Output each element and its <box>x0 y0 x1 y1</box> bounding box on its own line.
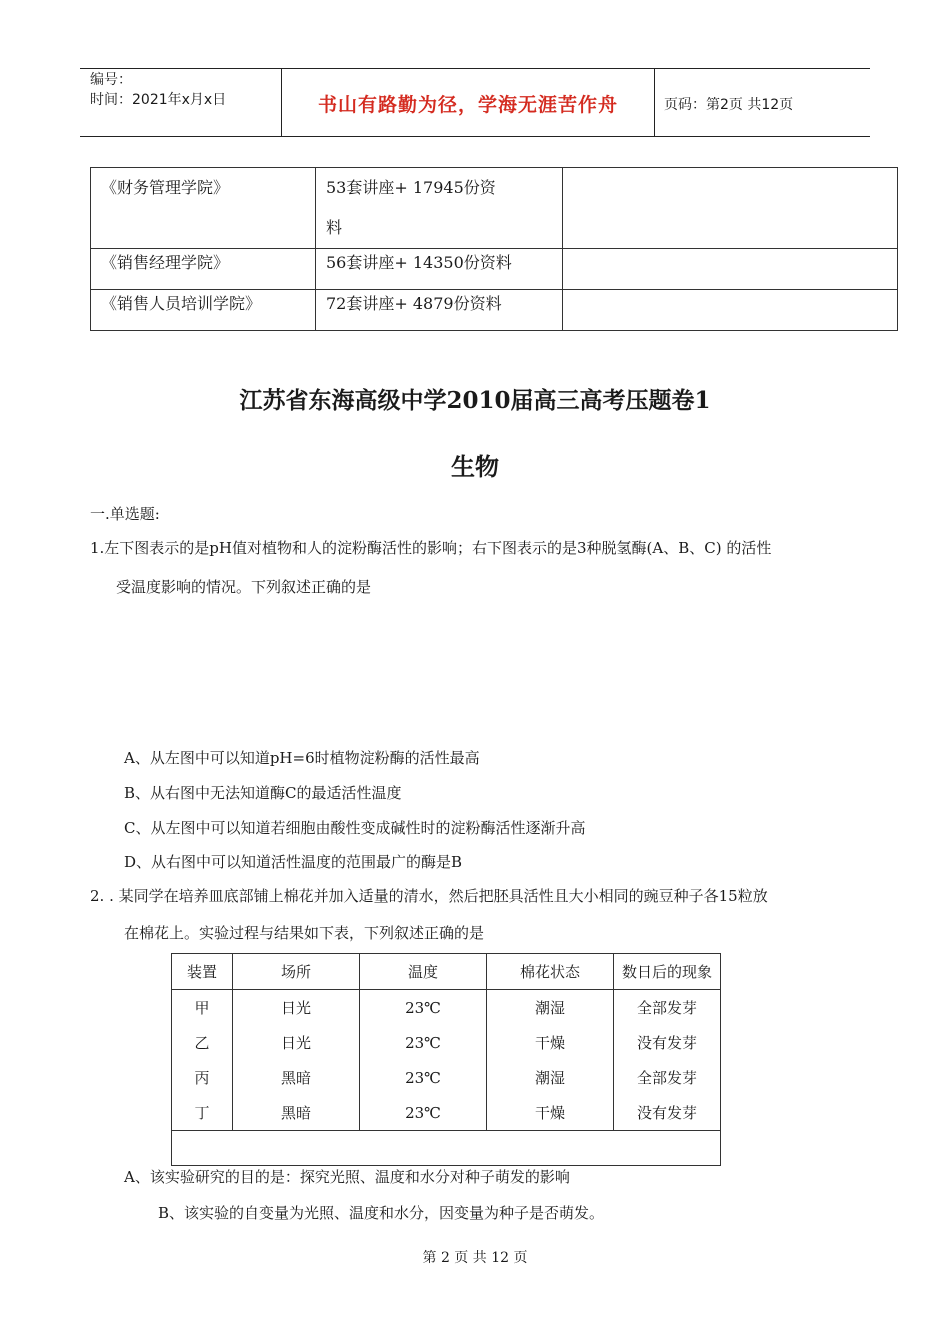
table-cell: 黑暗 <box>233 1095 360 1131</box>
experiment-table <box>171 953 721 1166</box>
table-cell: 日光 <box>233 990 360 1026</box>
q1-option-d: D、从右图中可以知道活性温度的范围最广的酶是B <box>124 853 463 871</box>
table-header: 装置 <box>172 954 233 990</box>
catalog-name: 《财务管理学院》 <box>91 168 316 249</box>
table-cell: 全部发芽 <box>614 990 721 1026</box>
header-bottom-rule <box>80 136 870 137</box>
number-label: 编号： <box>90 72 132 88</box>
table-row <box>91 249 898 290</box>
table-cell: 23℃ <box>360 990 487 1026</box>
header-page-label: 页码：第2页 共12页 <box>664 97 794 113</box>
section-heading: 一.单选题: <box>90 505 160 523</box>
q1-stem-line1: 1.左下图表示的是pH值对植物和人的淀粉酶活性的影响；右下图表示的是3种脱氢酶(A、B、C) 的活性 <box>90 539 772 557</box>
table-cell: 没有发芽 <box>614 1025 721 1060</box>
table-cell: 干燥 <box>487 1025 614 1060</box>
table-row <box>172 1060 721 1095</box>
table-header: 温度 <box>360 954 487 990</box>
catalog-content: 56套讲座+ 14350份资料 <box>316 249 563 290</box>
catalog-empty-cell <box>563 290 898 331</box>
table-row <box>91 168 898 249</box>
table-cell: 没有发芽 <box>614 1095 721 1131</box>
table-row <box>172 1025 721 1060</box>
header-motto: 书山有路勤为径，学海无涯苦作舟 <box>317 94 618 116</box>
table-row <box>91 290 898 331</box>
catalog-empty-cell <box>563 249 898 290</box>
q1-option-b: B、从右图中无法知道酶C的最适活性温度 <box>124 784 402 802</box>
catalog-table <box>90 167 898 331</box>
table-cell: 黑暗 <box>233 1060 360 1095</box>
time-label: 时间：2021年x月x日 <box>90 92 227 108</box>
header-meta <box>90 70 226 110</box>
table-cell: 丁 <box>172 1095 233 1131</box>
table-cell: 干燥 <box>487 1095 614 1131</box>
q2-option-a: A、该实验研究的目的是：探究光照、温度和水分对种子萌发的影响 <box>124 1168 570 1186</box>
table-header-row <box>172 954 721 990</box>
q1-option-c: C、从左图中可以知道若细胞由酸性变成碱性时的淀粉酶活性逐渐升高 <box>124 819 586 837</box>
table-cell: 甲 <box>172 990 233 1026</box>
q2-option-b: B、该实验的自变量为光照、温度和水分，因变量为种子是否萌发。 <box>158 1204 605 1222</box>
header-top-rule <box>80 68 870 69</box>
table-cell: 潮湿 <box>487 990 614 1026</box>
catalog-name: 《销售经理学院》 <box>91 249 316 290</box>
table-cell: 丙 <box>172 1060 233 1095</box>
table-cell: 日光 <box>233 1025 360 1060</box>
catalog-empty-cell <box>563 168 898 249</box>
table-row <box>172 990 721 1026</box>
page-footer: 第 2 页 共 12 页 <box>422 1250 528 1266</box>
catalog-content-line: 53套讲座+ 17945份资 <box>326 178 496 197</box>
table-cell: 23℃ <box>360 1025 487 1060</box>
catalog-content-line: 料 <box>326 218 343 237</box>
exam-title: 江苏省东海高级中学2010届高三高考压题卷1 <box>239 387 711 414</box>
table-cell: 23℃ <box>360 1060 487 1095</box>
table-cell: 乙 <box>172 1025 233 1060</box>
table-blank-row <box>172 1131 721 1166</box>
table-row <box>172 1095 721 1131</box>
table-header: 场所 <box>233 954 360 990</box>
q2-stem-line2: 在棉花上。实验过程与结果如下表，下列叙述正确的是 <box>124 924 485 942</box>
table-header: 数日后的现象 <box>614 954 721 990</box>
table-header: 棉花状态 <box>487 954 614 990</box>
exam-subtitle: 生物 <box>451 452 499 481</box>
q1-option-a: A、从左图中可以知道pH=6时植物淀粉酶的活性最高 <box>124 749 480 767</box>
table-cell: 潮湿 <box>487 1060 614 1095</box>
table-blank-cell <box>172 1131 721 1166</box>
table-cell: 23℃ <box>360 1095 487 1131</box>
catalog-content: 72套讲座+ 4879份资料 <box>316 290 563 331</box>
q1-stem-line2: 受温度影响的情况。下列叙述正确的是 <box>116 578 372 596</box>
catalog-content <box>316 168 563 249</box>
table-cell: 全部发芽 <box>614 1060 721 1095</box>
header-divider-2 <box>654 68 655 136</box>
q2-stem-line1: 2. . 某同学在培养皿底部铺上棉花并加入适量的清水，然后把胚具活性且大小相同的豌豆种子各15粒放 <box>90 887 768 905</box>
catalog-name: 《销售人员培训学院》 <box>91 290 316 331</box>
